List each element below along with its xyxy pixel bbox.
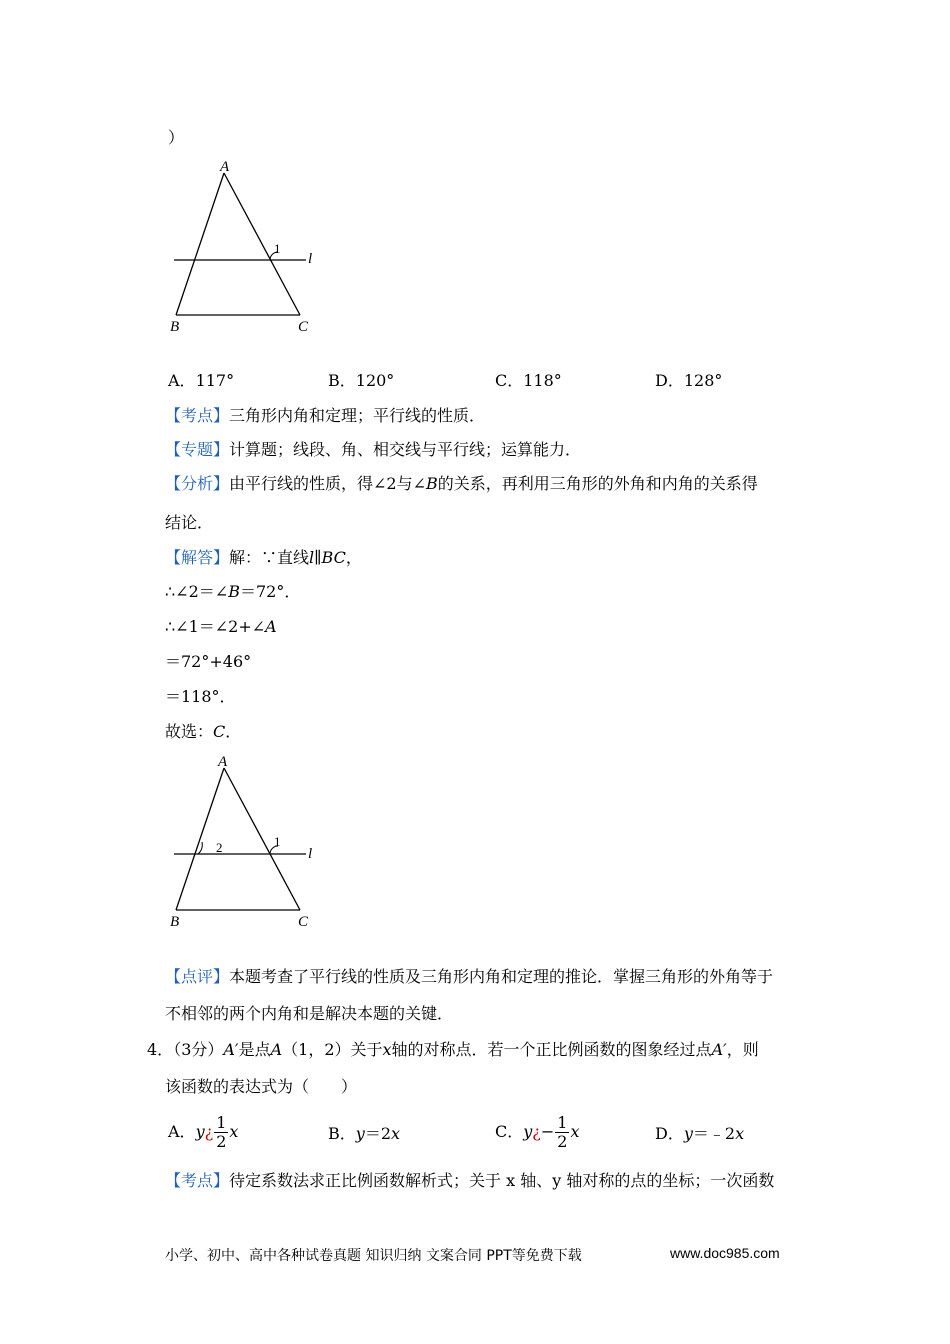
footer-text: 小学、初中、高中各种试卷真题 知识归纳 文案合同 PPT等免费下载: [165, 1248, 582, 1264]
triangle-figure-1: [160, 155, 330, 335]
kaodian-2-tag: 【考点】: [165, 1171, 230, 1190]
vertex-b-label: B: [170, 914, 180, 930]
dianping-line-2: 不相邻的两个内角和是解决本题的关键．: [165, 1004, 454, 1023]
q4-option-d: D．y＝﹣2x: [655, 1124, 745, 1143]
jieda-line-4: ＝72°+46°: [165, 652, 252, 671]
jieda-line-5: ＝118°．: [165, 687, 236, 706]
angle-2-label: 2: [216, 840, 223, 855]
footer-url[interactable]: www.doc985.com: [670, 1245, 780, 1261]
q4-option-a: A．y¿ $\frac{1}{2}$ x: [168, 1113, 239, 1151]
angle-1-label: 1: [274, 834, 281, 849]
fenxi-line-2: 结论．: [165, 513, 214, 532]
top-fragment: ）: [168, 128, 185, 147]
q4-option-c: C．y¿− $\frac{1}{2}$ x: [495, 1113, 580, 1151]
fenxi-tag: 【分析】: [165, 474, 230, 493]
angle-1-label: 1: [274, 241, 281, 256]
vertex-a-label: A: [220, 159, 230, 175]
kaodian-line: 【考点】三角形内角和定理；平行线的性质．: [165, 406, 486, 425]
jieda-line-6: 故选：C．: [165, 722, 242, 741]
line-l-label: l: [308, 846, 313, 862]
vertex-b-label: B: [170, 319, 180, 335]
vertex-c-label: C: [298, 319, 309, 335]
page-footer: [165, 1245, 780, 1265]
vertex-a-label: A: [218, 754, 228, 770]
dianping-line-1: 【点评】本题考查了平行线的性质及三角形内角和定理的推论．掌握三角形的外角等于: [165, 967, 774, 986]
option-c: C．118°: [495, 371, 562, 390]
jieda-tag: 【解答】: [165, 548, 230, 567]
question-4-line-1: 4．（3分）A′是点A（1，2）关于x轴的对称点．若一个正比例函数的图象经过点A′，则: [147, 1040, 759, 1059]
jieda-line-1: 【解答】解：∵直线l∥BC，: [165, 548, 362, 567]
option-b: B．120°: [328, 371, 395, 390]
option-d: D．128°: [655, 371, 723, 390]
triangle-figure-2: [160, 750, 330, 935]
question-4-line-2: 该函数的表达式为（ ）: [165, 1077, 358, 1096]
kaodian-2-line: 【考点】待定系数法求正比例函数解析式；关于 x 轴、y 轴对称的点的坐标；一次函数: [165, 1171, 775, 1190]
zhuanti-line: 【专题】计算题；线段、角、相交线与平行线；运算能力．: [165, 440, 582, 459]
question-number: 4．: [147, 1040, 174, 1059]
option-a: A．117°: [168, 371, 235, 390]
line-l-label: l: [308, 251, 313, 267]
zhuanti-tag: 【专题】: [165, 440, 230, 459]
fenxi-line: 【分析】由平行线的性质，得∠2与∠B的关系，再利用三角形的外角和内角的关系得: [165, 474, 758, 493]
kaodian-tag: 【考点】: [165, 406, 230, 425]
q4-option-b: B．y＝2x: [328, 1124, 401, 1143]
vertex-c-label: C: [298, 914, 309, 930]
jieda-line-2: ∴∠2＝∠B＝72°．: [165, 582, 301, 601]
jieda-line-3: ∴∠1＝∠2+∠A: [165, 617, 277, 636]
dianping-tag: 【点评】: [165, 967, 230, 986]
